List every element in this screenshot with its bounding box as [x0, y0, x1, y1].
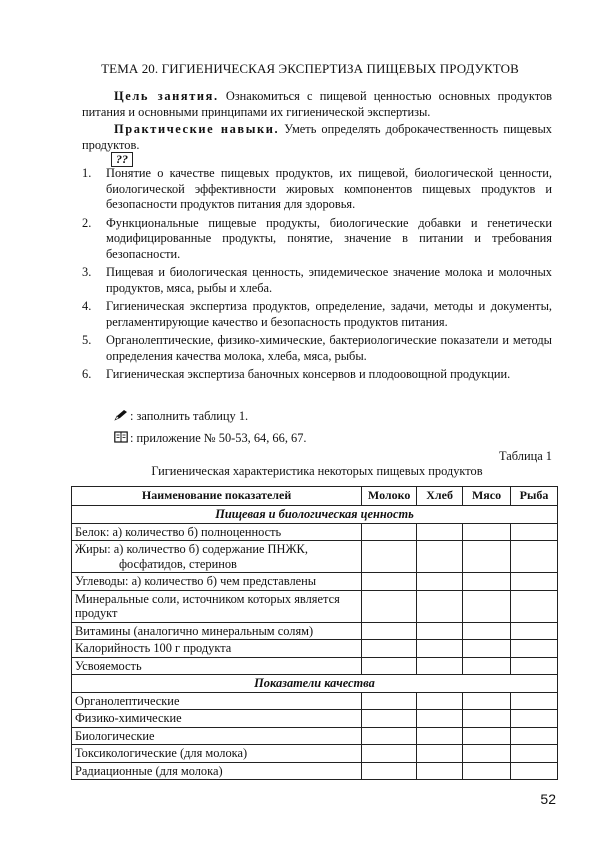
table-header: Молоко: [362, 487, 417, 506]
section-title: Показатели качества: [72, 675, 558, 693]
table-header-row: [72, 487, 558, 506]
book-icon: [114, 431, 128, 443]
page-title: ТЕМА 20. ГИГИЕНИЧЕСКАЯ ЭКСПЕРТИЗА ПИЩЕВЫХ ПРОДУКТОВ: [101, 61, 519, 76]
pencil-icon: [114, 409, 128, 421]
table-header: Наименование показателей: [72, 487, 362, 506]
task-appendix: : приложение № 50-53, 64, 66, 67.: [114, 430, 307, 446]
list-item: 6. Гигиеническая экспертиза баночных консервов и плодоовощной продукции.: [82, 367, 511, 381]
skills-label: Практические навыки.: [114, 122, 280, 136]
table-row: Органолептические: [72, 692, 558, 710]
table-row: Жиры: а) количество б) содержание ПНЖК, фосфатидов, стеринов: [72, 541, 558, 573]
task-fill-table: : заполнить таблицу 1.: [114, 408, 248, 424]
table-header: Рыба: [511, 487, 558, 506]
list-item: 2. Функциональные пищевые продукты, биологические добавки и генетически модифицированные продукты, понятие, значение в питании и требования безопасности.: [82, 215, 552, 261]
list-item: 4. Гигиеническая экспертиза продуктов, определение, задачи, методы и документы, регламентирующие качество и безопасность продуктов питания.: [82, 299, 552, 329]
goal-text: Ознакомиться с пищевой ценностью основных продуктов питания и основными принципами их гигиенической экспертизы.: [82, 89, 552, 119]
table-row: Радиационные (для молока): [72, 762, 558, 780]
characteristics-table: [71, 486, 558, 780]
table-row: Биологические: [72, 727, 558, 745]
table-row: Физико-химические: [72, 710, 558, 728]
table-header: Хлеб: [417, 487, 463, 506]
table-caption: Гигиеническая характеристика некоторых пищевых продуктов: [151, 464, 483, 478]
list-item: 1. Понятие о качестве пищевых продуктов, их пищевой, биологической ценности, биологической эффективности жировых компонентов пищевых продуктов и безопасности продуктов питания для здоровья.: [82, 166, 552, 211]
table-row: Усвояемость: [72, 657, 558, 675]
table-section-row: [72, 506, 558, 524]
list-item: 3. Пищевая и биологическая ценность, эпидемическое значение молока и молочных продуктов, мяса, рыбы и хлеба.: [82, 265, 552, 295]
table-row: Калорийность 100 г продукта: [72, 640, 558, 658]
page-number: 52: [540, 791, 556, 807]
goal-paragraph: [82, 88, 552, 120]
table-label: Таблица 1: [499, 449, 552, 463]
table-row: Витамины (аналогично минеральным солям): [72, 622, 558, 640]
table-row: Углеводы: а) количество б) чем представлены: [72, 573, 558, 591]
skills-paragraph: [82, 121, 552, 153]
questions-list: [82, 166, 552, 386]
skills-text: Уметь определять доброкачественность пищевых продуктов.: [82, 122, 552, 152]
table-row: Токсикологические (для молока): [72, 745, 558, 763]
table-section-row: [72, 675, 558, 693]
section-title: Пищевая и биологическая ценность: [72, 506, 558, 524]
table-header: Мясо: [463, 487, 511, 506]
goal-label: Цель занятия.: [114, 89, 219, 103]
questions-mark-icon: ??: [111, 152, 133, 167]
table-row: Минеральные соли, источником которых является продукт: [72, 590, 558, 622]
list-item: 5. Органолептические, физико-химические, бактериологические показатели и методы определения качества молока, хлеба, мяса, рыбы.: [82, 333, 552, 363]
table-row: Белок: а) количество б) полноценность: [72, 523, 558, 541]
